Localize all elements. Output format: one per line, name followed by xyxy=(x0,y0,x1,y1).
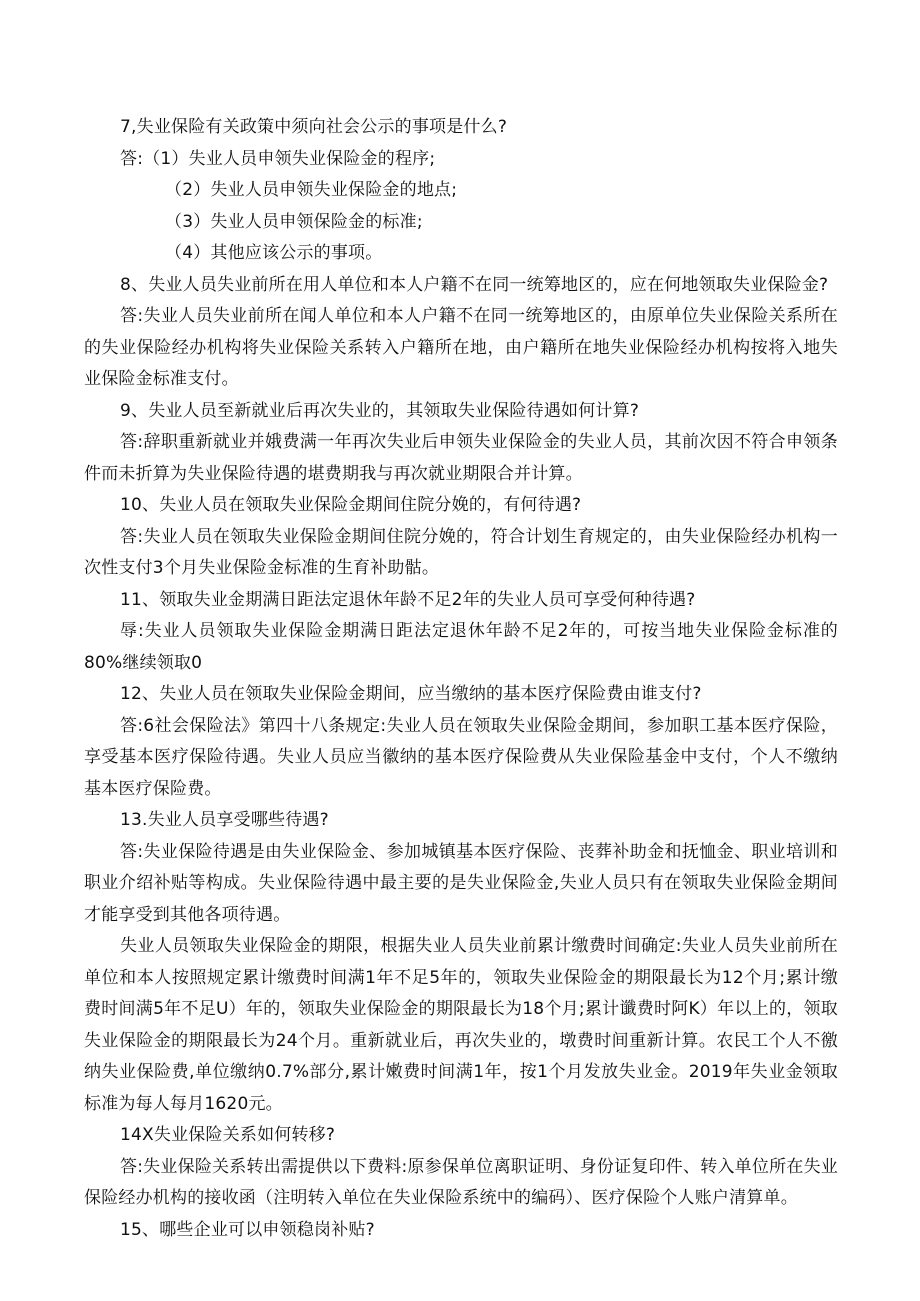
answer-14: 答:失业保险关系转出需提供以下费料:原参保单位离职证明、身份证复印件、转入单位所在失业保险经办机构的接收函（注明转入单位在失业保险系统中的编码）、医疗保险个人账户清算单。 xyxy=(84,1156,838,1208)
answer-7-item-4: （4）其他应该公示的事项。 xyxy=(165,243,383,263)
answer-7-item-1: 答:（1）失业人员申领失业保险金的程序; xyxy=(120,148,436,169)
question-10: 10、失业人员在领取失业保险金期间住院分娩的，有何待遇? xyxy=(120,495,582,515)
question-14: 14X失业保险关系如何转移? xyxy=(120,1125,336,1145)
answer-12: 答:6社会保险法》第四十八条规定:失业人员在领取失业保险金期间，参加职工基本医疗保险，享受基本医疗保险待遇。失业人员应当徽纳的基本医疗保险费从失业保险基金中支付，个人不缴纳基本医疗保险费。 xyxy=(84,715,838,799)
answer-11: 辱:失业人员领取失业保险金期满日距法定退休年龄不足2年的，可按当地失业保险金标准的80%继续领取0 xyxy=(84,621,838,673)
question-13: 13.失业人员享受哪些待遇? xyxy=(120,810,329,830)
answer-9: 答:辞职重新就业并娥费满一年再次失业后申领失业保险金的失业人员，其前次因不符合申领条件而未折算为失业保险待遇的堪费期我与再次就业期限合并计算。 xyxy=(84,432,838,484)
question-12: 12、失业人员在领取失业保险金期间，应当缴纳的基本医疗保险费由谁支付? xyxy=(120,684,702,704)
question-8: 8、失业人员失业前所在用人单位和本人户籍不在同一统筹地区的，应在何地领取失业保险金? xyxy=(120,274,829,295)
question-11: 11、领取失业金期满日距法定退休年龄不足2年的失业人员可享受何种待遇? xyxy=(120,589,696,610)
answer-8: 答:失业人员失业前所在闻人单位和本人户籍不在同一统筹地区的，由原单位失业保险关系所在的失业保险经办机构将失业保险关系转入户籍所在地，由户籍所在地失业保险经办机构按将入地失业保险金标准支付。 xyxy=(84,306,838,389)
answer-7-item-3: （3）失业人员申领保险金的标准; xyxy=(165,211,423,232)
answer-13: 答:失业保险待遇是由失业保险金、参加城镇基本医疗保险、丧葬补助金和抚恤金、职业培训和职业介绍补贴等构成。失业保险待遇中最主要的是失业保险金,失业人员只有在领取失业保险金期间才能享受到其他各项待遇。 xyxy=(84,841,838,925)
question-7-line: 7,失业保险有关政策中须向社会公示的事项是什么? xyxy=(120,117,508,137)
question-9: 9、失业人员至新就业后再次失业的，其领取失业保险待遇如何计算? xyxy=(120,400,640,421)
question-15: 15、哪些企业可以申领稳岗补贴? xyxy=(120,1219,375,1240)
answer-13-period: 失业人员领取失业保险金的期限，根据失业人员失业前累计缴费时间确定:失业人员失业前所在单位和本人按照规定累计缴费时间满1年不足5年的，领取失业保险金的期限最长为12个月;累计缴费时间满5年不足U）年的，领取失业保险金的期限最长为18个月;累计谶费时阿K）年以上的，领取失业保险金的期限最长为24个月。重新就业后，再次失业的，墩费时间重新计算。农民工个人不徼纳失业保险费,单位缴纳0.7%部分,累计嫩费时间满1年，按1个月发放失业金。2019年失业金领取标准为每人每月1620元。 xyxy=(84,936,838,1114)
document-body xyxy=(84,112,838,1246)
answer-7-item-2: （2）失业人员申领失业保险金的地点; xyxy=(165,180,458,200)
answer-10: 答:失业人员在领取失业保险金期间住院分娩的，符合计划生育规定的，由失业保险经办机构一次性支付3个月失业保险金标准的生育补助骷。 xyxy=(84,526,838,578)
